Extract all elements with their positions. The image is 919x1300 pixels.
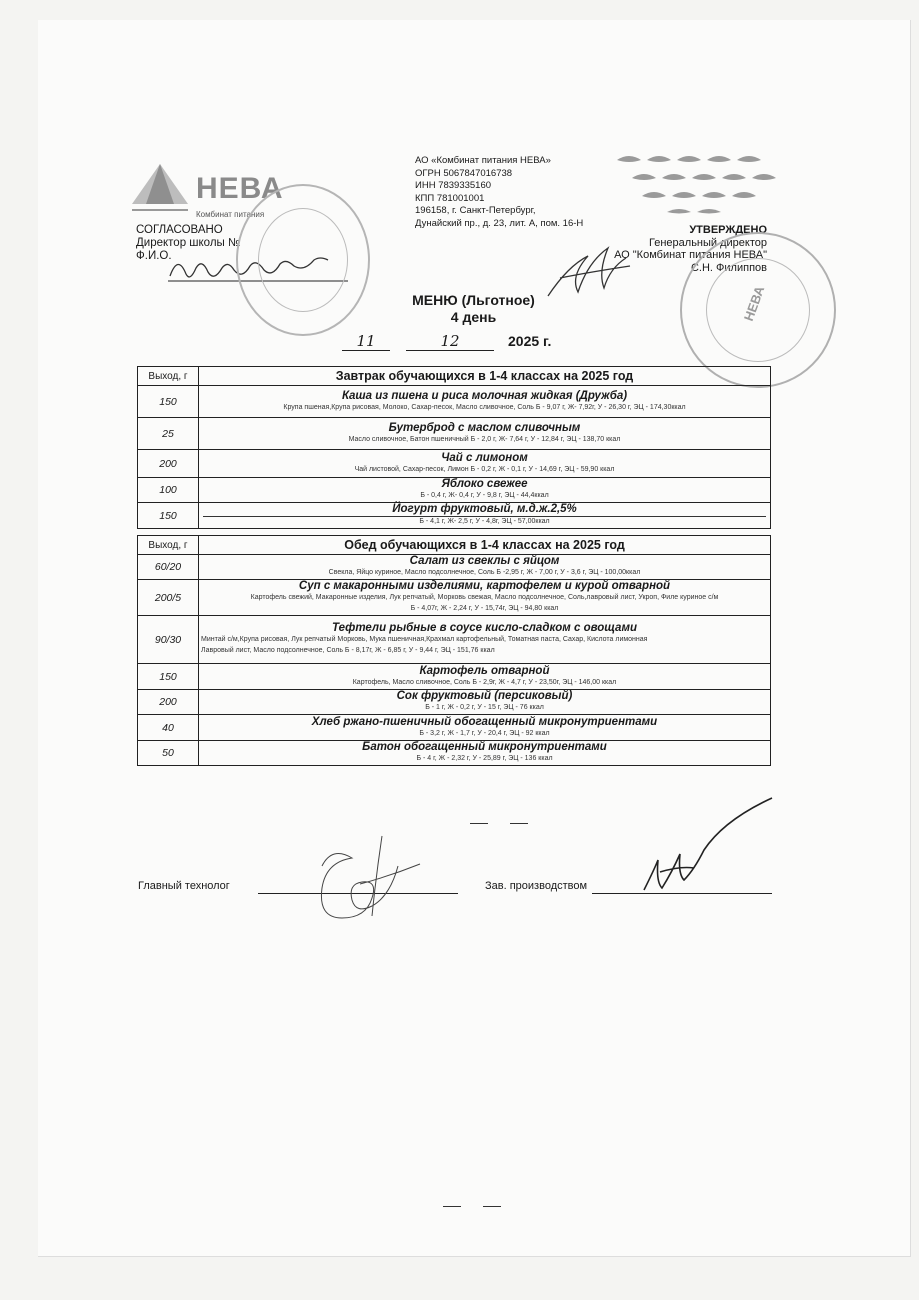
director-name-line: С.Н. Филиппов bbox=[690, 261, 767, 274]
dish-weight: 25 bbox=[138, 418, 199, 450]
dish-info: Свекла, Яйцо куриное, Масло подсолнечное, Соль Б -2,95 г, Ж - 7,00 г, У - 3,6 г, ЭЦ - 100,00ккал bbox=[328, 569, 641, 576]
company-name-line: АО "Комбинат питания НЕВА" bbox=[614, 249, 767, 261]
company-info bbox=[415, 155, 583, 230]
table-row bbox=[138, 478, 771, 503]
dish-weight: 150 bbox=[138, 503, 199, 529]
company-inn: ИНН 7839335160 bbox=[415, 180, 492, 191]
dish-name: Хлеб ржано-пшеничный обогащенный микронутриентами bbox=[311, 715, 658, 728]
dish-weight: 200 bbox=[138, 690, 199, 715]
divider-dash bbox=[483, 1206, 501, 1207]
table-row bbox=[138, 418, 771, 450]
date-month: 12 bbox=[406, 332, 494, 351]
table-row bbox=[138, 715, 771, 741]
divider-dash bbox=[510, 823, 528, 824]
table-row bbox=[138, 616, 771, 664]
table-row bbox=[138, 741, 771, 766]
dish-info: Б - 3,2 г, Ж - 1,7 г, У - 20,4 г, ЭЦ - 92 ккал bbox=[419, 729, 550, 737]
dish-info: Б - 0,4 г, Ж- 0,4 г, У - 9,8 г, ЭЦ - 44,4ккал bbox=[420, 492, 549, 499]
decorative-pattern bbox=[612, 150, 782, 220]
fio-line: Ф.И.О. bbox=[136, 250, 172, 262]
dish-weight: 150 bbox=[138, 664, 199, 690]
dish-info: Б - 1 г, Ж - 0,2 г, У - 15 г, ЭЦ - 76 ккал bbox=[425, 704, 544, 711]
lunch-header-row bbox=[138, 536, 771, 555]
dish-weight: 90/30 bbox=[138, 616, 199, 664]
table-row bbox=[138, 503, 771, 529]
dish-info: Картофель, Масло сливочное, Соль Б - 2,9г, Ж - 4,7 г, У - 23,50г, ЭЦ - 146,00 ккал bbox=[352, 678, 617, 686]
date-day: 11 bbox=[342, 332, 390, 351]
breakfast-header-row bbox=[138, 367, 771, 386]
dish-info: Б - 4,1 г, Ж- 2,5 г, У - 4,8г, ЭЦ - 57,00ккал bbox=[419, 518, 550, 525]
table-row bbox=[138, 690, 771, 715]
dish-nutrition: Лавровый лист, Масло подсолнечное, Соль Б - 8,17г, Ж - 6,85 г, У - 9,44 г, ЭЦ - 151,76 ккал bbox=[201, 647, 495, 654]
dish-name: Батон обогащенный микронутриентами bbox=[362, 741, 607, 753]
approved-right-label: УТВЕРЖДЕНО bbox=[689, 224, 767, 236]
company-name: АО «Комбинат питания НЕВА» bbox=[415, 155, 551, 166]
table-row bbox=[138, 664, 771, 690]
menu-title bbox=[0, 292, 919, 326]
table-row bbox=[138, 555, 771, 580]
lunch-heading: Обед обучающихся в 1-4 классах на 2025 год bbox=[199, 536, 771, 555]
dish-weight: 200/5 bbox=[138, 580, 199, 616]
logo-wordmark: НЕВА bbox=[196, 172, 284, 205]
dish-name: Йогурт фруктовый, м.д.ж.2,5% bbox=[392, 503, 577, 515]
dish-name: Суп с макаронными изделиями, картофелем и курой отварной bbox=[298, 580, 671, 592]
dish-info: Минтай с/м,Крупа рисовая, Лук репчатый Морковь, Мука пшеничная,Крахмал картофельный, Томатная паста, Сахар, Кислота лимонная bbox=[201, 636, 648, 643]
dish-info: Б - 4 г, Ж - 2,32 г, У - 25,89 г, ЭЦ - 136 ккал bbox=[416, 755, 553, 762]
company-kpp: КПП 781001001 bbox=[415, 192, 485, 204]
dish-weight: 200 bbox=[138, 450, 199, 478]
neva-logo-icon bbox=[128, 160, 192, 224]
menu-title-line: МЕНЮ (Льготное) bbox=[412, 292, 535, 308]
date-year: 2025 г. bbox=[508, 333, 552, 349]
dish-name: Сок фруктовый (персиковый) bbox=[396, 690, 573, 702]
handwritten-signature-production-head bbox=[630, 810, 780, 910]
breakfast-heading: Завтрак обучающихся в 1-4 классах на 2025 год bbox=[199, 367, 771, 386]
table-row bbox=[138, 386, 771, 418]
breakfast-table bbox=[137, 366, 771, 529]
weight-column-header: Выход, г bbox=[138, 367, 199, 386]
dish-weight: 50 bbox=[138, 741, 199, 766]
logo-subtitle: Комбинат питания bbox=[196, 210, 265, 219]
dish-name: Чай с лимоном bbox=[441, 451, 528, 464]
dish-name: Бутерброд с маслом сливочным bbox=[388, 421, 581, 434]
school-director-line: Директор школы № bbox=[136, 237, 241, 249]
dish-weight: 100 bbox=[138, 478, 199, 503]
dish-info: Чай листовой, Сахар-песок, Лимон Б - 0,2 г, Ж - 0,1 г, У - 14,69 г, ЭЦ - 59,90 ккал bbox=[354, 465, 615, 473]
dish-weight: 60/20 bbox=[138, 555, 199, 580]
dish-info: Картофель свежий, Макаронные изделия, Лук репчатый, Морковь свежая, Масло подсолнечное, Соль,лавровый лист, Укроп, Филе куриное с/м bbox=[250, 594, 719, 601]
table-row bbox=[138, 450, 771, 478]
dish-name: Яблоко свежее bbox=[441, 478, 528, 490]
company-address-2: Дунайский пр., д. 23, лит. А, пом. 16-Н bbox=[415, 217, 584, 229]
dish-nutrition: Б - 4,07г, Ж - 2,24 г, У - 15,74г, ЭЦ - 94,80 ккал bbox=[410, 605, 559, 612]
table-row bbox=[138, 580, 771, 616]
dish-info: Масло сливочное, Батон пшеничный Б - 2,0 г, Ж- 7,64 г, У - 12,84 г, ЭЦ - 138,70 ккал bbox=[348, 435, 621, 443]
general-director-line: Генеральный директор bbox=[649, 236, 767, 249]
handwritten-signature-technologist bbox=[282, 826, 432, 936]
approved-left-label: СОГЛАСОВАНО bbox=[136, 224, 223, 236]
weight-column-header: Выход, г bbox=[138, 536, 199, 555]
dish-weight: 150 bbox=[138, 386, 199, 418]
dish-name: Салат из свеклы с яйцом bbox=[409, 555, 560, 567]
chief-technologist-label: Главный технолог bbox=[138, 880, 230, 892]
production-head-label: Зав. производством bbox=[485, 880, 588, 892]
company-address-1: 196158, г. Санкт-Петербург, bbox=[415, 205, 536, 216]
dish-name: Тефтели рыбные в соусе кисло-сладком с овощами bbox=[332, 622, 637, 634]
divider-dash bbox=[470, 823, 488, 824]
dish-info: Крупа пшеная,Крупа рисовая, Молоко, Сахар-песок, Масло сливочное, Соль Б - 9,07 г, Ж- 7,92г, У - 26,30 г, ЭЦ - 174,30ккал bbox=[283, 403, 686, 411]
stamp-logo-text: НЕВА bbox=[740, 283, 768, 324]
menu-date bbox=[342, 332, 551, 351]
dish-name: Каша из пшена и риса молочная жидкая (Дружба) bbox=[341, 389, 628, 402]
menu-day-line: 4 день bbox=[450, 309, 497, 325]
dish-name: Картофель отварной bbox=[419, 664, 550, 677]
dish-weight: 40 bbox=[138, 715, 199, 741]
lunch-table bbox=[137, 535, 771, 766]
company-ogrn: ОГРН 5067847016738 bbox=[415, 167, 513, 179]
divider-dash bbox=[443, 1206, 461, 1207]
